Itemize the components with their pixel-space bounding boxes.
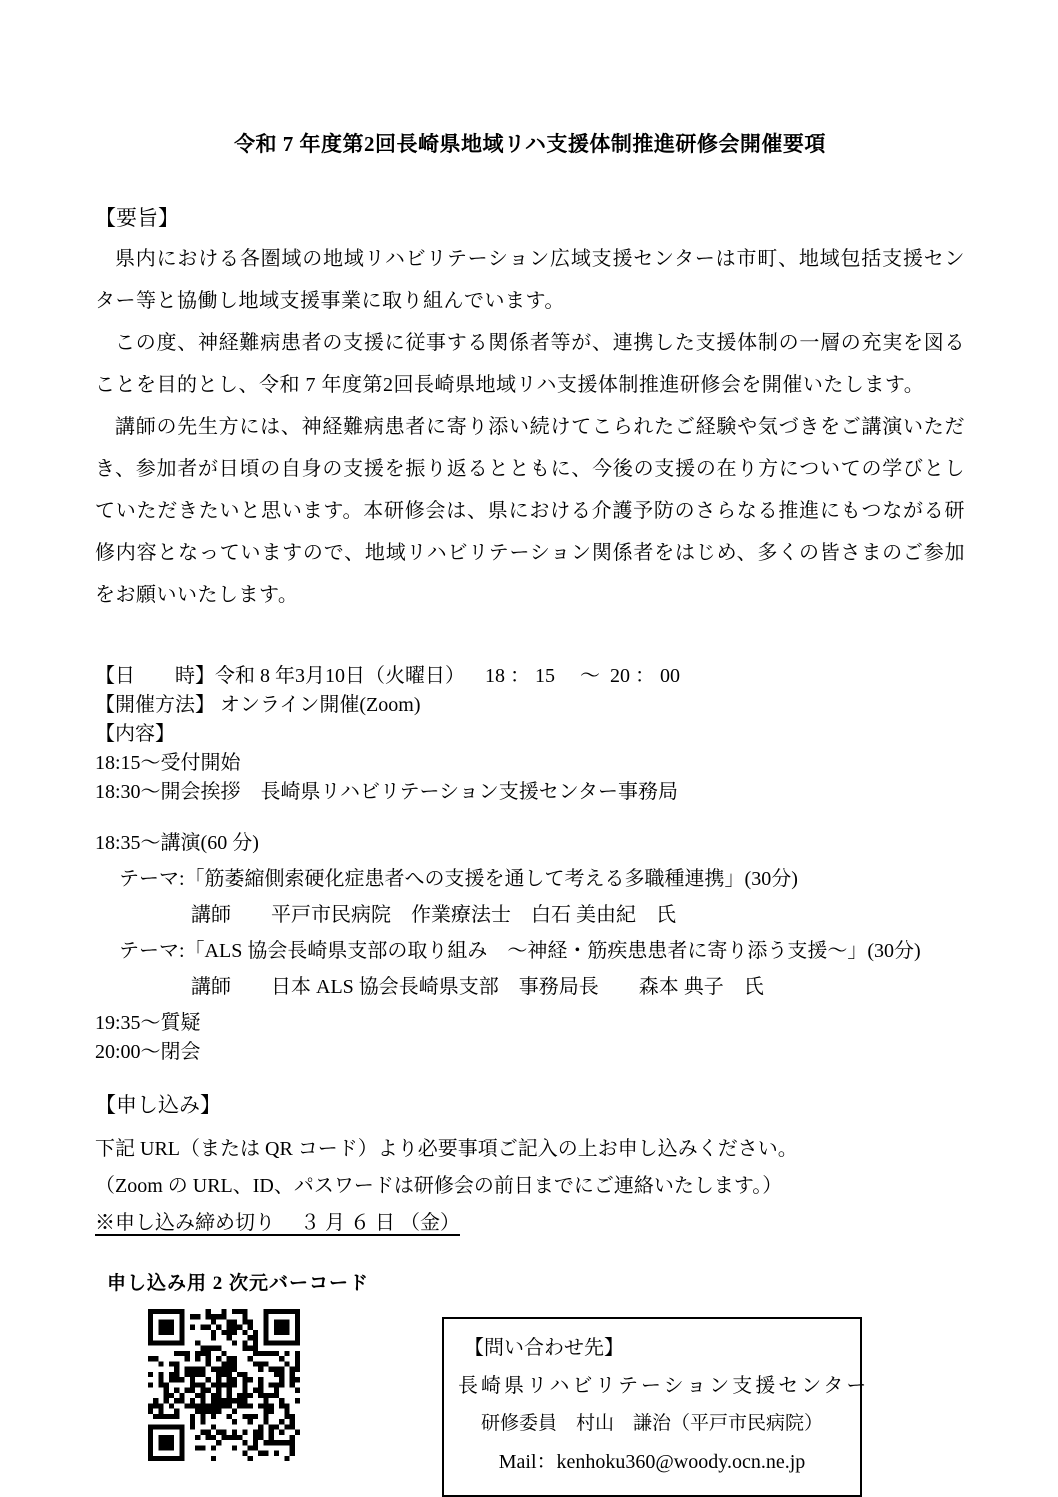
schedule-lecturer: 講師 平戸市民病院 作業療法士 白石 美由紀 氏: [191, 904, 676, 926]
application-instruction: 下記 URL（または QR コード）より必要事項ご記入の上お申し込みください。: [95, 1138, 798, 1160]
summary-heading: 【要旨】: [95, 206, 179, 230]
schedule-item: 18:35～講演(60 分): [95, 832, 259, 854]
event-details-section: [95, 662, 965, 749]
content-heading: 【内容】: [95, 723, 175, 745]
application-heading: 【申し込み】: [95, 1093, 221, 1117]
datetime-row: [95, 662, 965, 691]
schedule-item: 19:35～質疑: [95, 1012, 201, 1034]
summary-paragraph: 講師の先生方には、神経難病患者に寄り添い続けてこられたご経験や気づきをご講演いただき、参加者が日頃の自身の支援を振り返るとともに、今後の支援の在り方についての学びとしていただきたいと思います。本研修会は、県における介護予防のさらなる推進にもつながる研修内容となっていますので、地域リハビリテーション関係者をはじめ、多くの皆さまのご参加をお願いいたします。: [95, 416, 965, 606]
method-row: [95, 691, 965, 720]
contact-mail: Mail：kenhoku360@woody.ocn.ne.jp: [498, 1451, 806, 1473]
summary-section: [95, 202, 965, 616]
method-value: オンライン開催(Zoom): [220, 694, 421, 716]
schedule-section: [95, 749, 965, 1067]
schedule-item: 20:00～閉会: [95, 1041, 201, 1063]
datetime-value: 令和 8 年3月10日（火曜日） 18 ： 15 ～ 20 ： 00: [215, 665, 680, 687]
schedule-theme: テーマ:「筋萎縮側索硬化症患者への支援を通して考える多職種連携」(30分): [119, 868, 798, 890]
contact-box: [442, 1317, 870, 1497]
contact-heading: 【問い合わせ先】: [464, 1337, 624, 1359]
application-zoom-note: （Zoom の URL、ID、パスワードは研修会の前日までにご連絡いたします。）: [95, 1175, 783, 1197]
contact-organization: 長崎県リハビリテーション支援センター: [458, 1375, 870, 1397]
qr-code-label: 申し込み用 2 次元バーコード: [107, 1273, 370, 1294]
contact-person: 研修委員 村山 謙治（平戸市民病院）: [480, 1413, 823, 1434]
schedule-item: 18:30～開会挨拶 長崎県リハビリテーション支援センター事務局: [95, 781, 678, 803]
bottom-row: [95, 1309, 965, 1497]
page-title: 令和 7 年度第2回長崎県地域リハ支援体制推進研修会開催要項: [234, 132, 826, 156]
application-deadline: ※申し込み締め切り ３ 月 ６ 日 （金）: [95, 1212, 460, 1234]
qr-code-image: [148, 1309, 300, 1461]
method-label: 【開催方法】: [95, 694, 215, 716]
schedule-theme: テーマ:「ALS 協会長崎県支部の取り組み ～神経・筋疾患患者に寄り添う支援～」(30分): [119, 940, 921, 962]
summary-paragraph: この度、神経難病患者の支援に従事する関係者等が、連携した支援体制の一層の充実を図ることを目的とし、令和 7 年度第2回長崎県地域リハ支援体制推進研修会を開催いたします。: [95, 332, 965, 396]
schedule-item: 18:15～受付開始: [95, 752, 241, 774]
schedule-lecturer: 講師 日本 ALS 協会長崎県支部 事務局長 森本 典子 氏: [191, 976, 764, 998]
application-section: [95, 1089, 965, 1242]
datetime-label: 【日 時】: [95, 665, 215, 687]
summary-paragraph: 県内における各圏域の地域リハビリテーション広域支援センターは市町、地域包括支援センター等と協働し地域支援事業に取り組んでいます。: [95, 248, 965, 312]
qr-code: [148, 1309, 300, 1461]
